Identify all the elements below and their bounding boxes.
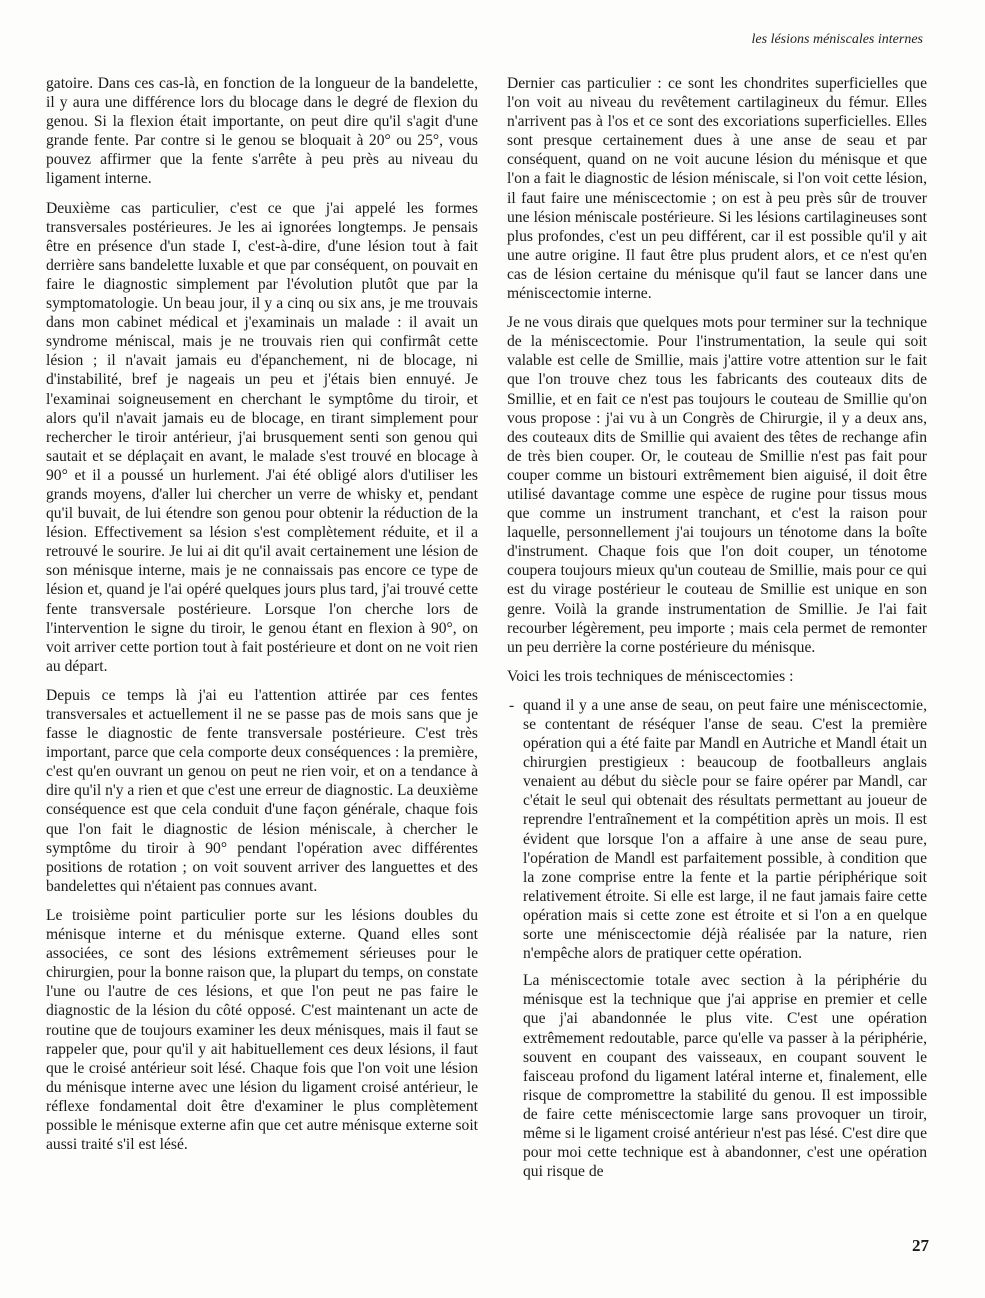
paragraph: La méniscectomie totale avec section à la périphérie du ménisque est la technique que j'ai apprise en premier et celle que j'ai abandonnée le plus vite. C'est une opération extrêmement redoutable, parce qu'elle va passer à la périphérie, souvent en coupant des vaisseaux, en coupant souvent le faisceau profond du ligament latéral interne et, finalement, elle risque de compromettre la stabilité du genou. Il est impossible de faire cette méniscectomie large sans provoquer un tiroir, même si le ligament croisé antérieur n'est pas lésé. C'est dire que pour moi cette technique est à abandonner, c'est une opération qui risque de bbox=[523, 972, 927, 1181]
page-number: 27 bbox=[912, 1236, 929, 1255]
paragraph: Dernier cas particulier : ce sont les chondrites superficielles que l'on voit au niveau du revêtement cartilagineux du fémur. Elles n'arrivent pas à l'os et ce sont des excoriations superficielles. Elles sont presque certainement dues à une anse de seau et par conséquent, quand on ne voit aucune lésion du ménisque et que l'on a fait le diagnostic de lésion méniscale, si l'on voit cette lésion, il faut faire une méniscectomie ; on est à peu près sûr de trouver une lésion méniscale postérieure. Si les lésions cartilagineuses sont plus profondes, c'est un peu différent, car il est possible qu'il y ait une autre origine. Il faut être plus prudent alors, et ce n'est qu'en cas de lésion certaine du ménisque qu'il faut se lancer dans une méniscectomie interne. bbox=[507, 75, 927, 303]
running-header: les lésions méniscales internes bbox=[751, 32, 923, 47]
left-column bbox=[46, 74, 478, 1164]
paragraph: Depuis ce temps là j'ai eu l'attention attirée par ces fentes transversales et actuellement il ne se passe pas de mois sans que je fasse le diagnostic de fente transversale postérieure. C'est très important, parce que cela comporte deux conséquences : la première, c'est qu'en ouvrant un genou on peut ne rien voir, et on a tendance à dire qu'il n'y a rien et que c'est une erreur de diagnostic. La deuxième conséquence est que cela conduit d'une façon générale, chaque fois que l'on fait le diagnostic de lésion méniscale, à chercher le symptôme du tiroir à 90° pendant l'opération avec différentes positions de rotation ; on voit souvent arriver des languettes et des bandelettes qui n'étaient pas connues avant. bbox=[46, 686, 478, 895]
paragraph: Je ne vous dirais que quelques mots pour terminer sur la technique de la méniscectomie. Pour l'instrumentation, la seule qui soit valable est celle de Smillie, mais j'attire votre attention sur le fait que l'on trouve chez tous les fabricants des couteaux dits de Smillie, et en fait ce n'est pas toujours le couteau de Smillie qu'on vous propose : j'ai vu à un Congrès de Chirurgie, il y a deux ans, des couteaux dits de Smillie qui avaient des têtes de rechange afin de très bien couper. Or, le couteau de Smillie n'est pas fait pour couper comme un bistouri extrêmement bien aiguisé, il doit être utilisé davantage comme une espèce de rugine pour tissus mous que comme un instrument tranchant, et c'est la raison pour laquelle, personnellement j'ai toujours un ténotome dans la boîte d'instrument. Chaque fois que l'on doit couper, un ténotome coupera toujours mieux qu'un couteau de Smillie, mais pour ce qui est du virage postérieur le couteau de Smillie est unique en son genre. Voilà la grande instrumentation de Smillie. Je l'ai fait recourber légèrement, peu importe ; mais cela permet de remonter un peu derrière la corne postérieure du ménisque. bbox=[507, 314, 927, 656]
paragraph: Voici les trois techniques de méniscectomies : bbox=[507, 667, 794, 685]
list-item: - quand il y a une anse de seau, on peut faire une méniscectomie, se contentant de réséquer l'anse de seau. C'est la première opération qui a été faite par Mandl en Autriche et Mandl était un chirurgien prestigieux : beaucoup de footballeurs anglais venaient au début du siècle pour se faire opérer par Mandl, car c'était le seul qui obtenait des résultats permettant au joueur de reprendre l'entraînement et la compétition après un mois. Il est évident que lorsque l'on a affaire à une anse de seau pure, l'opération de Mandl est parfaitement possible, à condition que la zone comprise entre la fente et la partie périphérique soit relativement étroite. Si elle est large, il ne faut jamais faire cette opération mais si cette zone est étroite et si l'on a en quelque sorte une méniscectomie déjà réalisée par la nature, rien n'empêche alors de pratiquer cette opération. bbox=[523, 696, 927, 963]
paragraph: Le troisième point particulier porte sur les lésions doubles du ménisque interne et du ménisque externe. Quand elles sont associées, ce sont des lésions extrêmement sérieuses pour le chirurgien, pour la bonne raison que, la plupart du temps, on constate l'une ou l'autre de ces lésions, et que l'on peut ne pas faire le diagnostic de la lésion du côté opposé. C'est maintenant un acte de routine que de toujours examiner les deux ménisques, mais il faut se rappeler que, pour qu'il y ait habituellement ces deux lésions, il faut que le croisé antérieur soit lésé. Chaque fois que l'on voit une lésion du ménisque interne avec une lésion du ligament croisé antérieur, le réflexe fondamental doit être d'examiner le plus complètement possible le ménisque externe afin que cet autre ménisque externe soit aussi traité s'il est lésé. bbox=[46, 906, 478, 1154]
paragraph: gatoire. Dans ces cas-là, en fonction de la longueur de la bandelette, il y aura une différence lors du blocage dans le degré de flexion du genou. Si la flexion était importante, on peut dire qu'il s'agit d'une grande fente. Par contre si le genou se bloquait à 20° ou 25°, vous pouvez affirmer que la fente s'arrête à peu près au niveau du ligament interne. bbox=[46, 75, 478, 188]
paragraph: Deuxième cas particulier, c'est ce que j'ai appelé les formes transversales postérieures. Je les ai ignorées longtemps. Je pensais être en présence d'un stade I, c'est-à-dire, d'une lésion tout à fait derrière sans bandelette luxable et que par conséquent, on pouvait en faire le diagnostic simplement par l'évolution plutôt que par la symptomatologie. Un beau jour, il y a cinq ou six ans, je me trouvais dans mon cabinet médical et j'examinais un malade : il avait un syndrome méniscal, mais je ne trouvais rien qui confirmât cette lésion ; il n'avait jamais eu d'épanchement, ni de blocage, ni d'instabilité, bref je nageais un peu et j'étais bien ennuyé. Je l'examinai soigneusement en cherchant le symptôme du tiroir, et alors qu'il n'avait jamais eu de blocage, en tirant simplement pour rechercher le tiroir antérieur, j'ai brusquement senti son genou qui sautait et se déplaçait en avant, le malade s'est trouvé en blocage à 90° et il a poussé un hurlement. J'ai été obligé alors d'utiliser les grands moyens, d'aller lui chercher un verre de whisky et, pendant qu'il buvait, de lui étendre son genou pour obtenir la réduction de la lésion. Effectivement sa lésion s'est complètement réduite, et il a retrouvé le sourire. Je lui ai dit qu'il avait certainement une lésion de son ménisque interne, mais je ne connaissais pas encore ce type de lésion et, quand je l'ai opéré quelques jours plus tard, j'ai trouvé cette fente transversale postérieure. Lorsque l'on cherche lors de l'intervention le signe du tiroir, le genou étant en flexion à 90°, on voit arriver cette portion tout à fait postérieure et dont on ne voit rien au départ. bbox=[46, 199, 478, 675]
techniques-list bbox=[507, 696, 927, 963]
right-column bbox=[507, 74, 927, 1181]
